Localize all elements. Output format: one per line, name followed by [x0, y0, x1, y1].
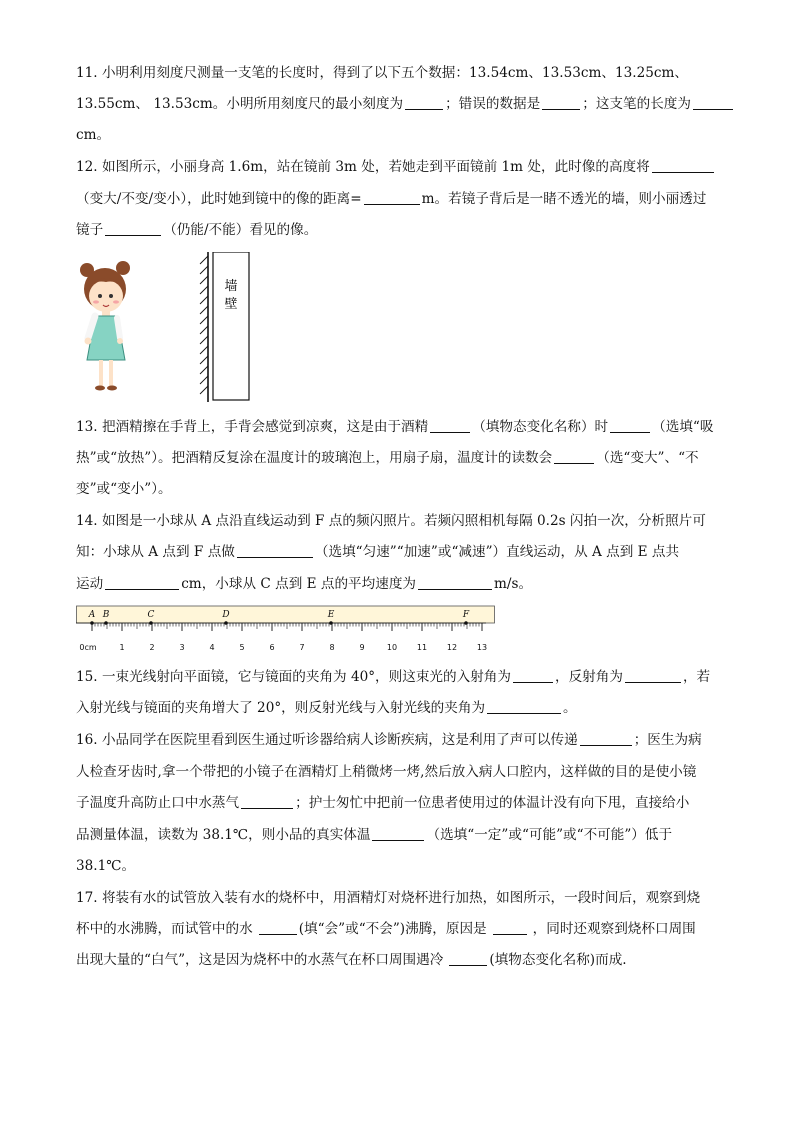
- q16-blank-1[interactable]: [580, 731, 632, 746]
- ruler-label: 2: [149, 643, 155, 652]
- q16-line-2: 人检查牙齿时,拿一个带把的小镜子在酒精灯上稍微烤一烤,然后放入病人口腔内，这样做的目的是使小镜: [76, 764, 697, 780]
- ruler-label: 11: [416, 643, 428, 652]
- q15-line-2: 入射光线与镜面的夹角增大了 20°，则反射光线与入射光线的夹角为 。: [76, 700, 577, 716]
- ruler-label: 10: [386, 643, 398, 652]
- q17-blank-3[interactable]: [449, 951, 487, 966]
- q13-blank-1[interactable]: [430, 418, 470, 433]
- q11-blank-3[interactable]: [693, 95, 733, 110]
- wall: [213, 252, 249, 400]
- q13-line-1: 13. 把酒精擦在手背上，手背会感觉到凉爽，这是由于酒精 （填物态变化名称）时 （选填“吸: [76, 419, 714, 435]
- q12-line-3: 镜子 （仍能/不能）看见的像。: [76, 222, 318, 238]
- q15-blank-2[interactable]: [625, 668, 681, 683]
- q16-line-3: 子温度升高防止口中水蒸气 ；护士匆忙中把前一位患者使用过的体温计没有向下甩，直接给小: [76, 795, 690, 811]
- ruler-label: 6: [269, 643, 275, 652]
- wall-label-2: 壁: [224, 297, 238, 312]
- q13-blank-3[interactable]: [554, 449, 594, 464]
- q16-blank-2[interactable]: [241, 794, 293, 809]
- q14-line-2: 知：小球从 A 点到 F 点做 （选填“匀速”“加速”或“减速”）直线运动，从 A 点到 E 点共: [76, 544, 680, 560]
- strobe-strip: [77, 606, 495, 623]
- q17-blank-2[interactable]: [493, 920, 527, 935]
- q12-line-2: （变大/不变/变小），此时她到镜中的像的距离= m。若镜子背后是一睹不透光的墙，则小丽透过: [76, 191, 707, 207]
- q16-line-5: 38.1℃。: [76, 858, 136, 874]
- q11-line-3: cm。: [76, 127, 111, 143]
- ruler-labels: [79, 643, 487, 652]
- ball-dot-B: [104, 621, 108, 625]
- q14-blank-3[interactable]: [418, 575, 492, 590]
- q17-line-1: 17. 将装有水的试管放入装有水的烧杯中，用酒精灯对烧杯进行加热，如图所示，一段时间后，观察到烧: [76, 890, 701, 906]
- point-label-C: C: [147, 610, 155, 620]
- girl-illustration: [80, 261, 130, 391]
- q11-blank-2[interactable]: [542, 95, 580, 110]
- ball-dot-C: [149, 621, 153, 625]
- q17-line-3: 出现大量的“白气”，这是因为烧杯中的水蒸气在杯口周围遇冷 (填物态变化名称)而成.: [76, 952, 627, 968]
- ruler-label: 9: [359, 643, 365, 652]
- ball-dot-A: [90, 621, 94, 625]
- ruler-label: 7: [299, 643, 305, 652]
- q15-line-1: 15. 一束光线射向平面镜，它与镜面的夹角为 40°，则这束光的入射角为 ，反射角为 ，若: [76, 669, 711, 685]
- ruler-label: 4: [209, 643, 215, 652]
- ball-dot-D: [224, 621, 228, 625]
- point-label-E: E: [327, 610, 335, 620]
- ball-dot-E: [329, 621, 333, 625]
- q11-line-1: 11. 小明利用刻度尺测量一支笔的长度时，得到了以下五个数据：13.54cm、13.53cm、13.25cm、: [76, 65, 689, 81]
- q12-blank-2[interactable]: [364, 190, 420, 205]
- q16-line-4: 品测量体温，读数为 38.1℃，则小品的真实体温 （选填“一定”或“可能”或“不可能”）低于: [76, 827, 673, 843]
- point-label-D: D: [222, 610, 230, 620]
- ruler-label: 0cm: [79, 643, 97, 652]
- q13-line-3: 变”或“变小”）。: [76, 481, 172, 497]
- q12-blank-1[interactable]: [652, 158, 714, 173]
- wall-label-1: 墙: [224, 279, 238, 294]
- q14-line-1: 14. 如图是一小球从 A 点沿直线运动到 F 点的频闪照片。若频闪照相机每隔 0.2s 闪拍一次，分析照片可: [76, 513, 706, 529]
- ball-dot-F: [464, 621, 468, 625]
- q13-blank-2[interactable]: [610, 418, 650, 433]
- ruler-label: 12: [446, 643, 458, 652]
- q12-blank-3[interactable]: [105, 221, 161, 236]
- q15-blank-3[interactable]: [487, 699, 561, 714]
- point-label-F: F: [462, 610, 470, 620]
- ruler-label: 8: [329, 643, 335, 652]
- q14-blank-1[interactable]: [237, 543, 313, 558]
- mirror: [200, 252, 208, 402]
- q17-line-2: 杯中的水沸腾，而试管中的水 (填“会”或“不会”)沸腾，原因是 ，同时还观察到烧杯口周围: [76, 921, 696, 937]
- q17-blank-1[interactable]: [259, 920, 297, 935]
- q15-blank-1[interactable]: [513, 668, 553, 683]
- ruler-figure: [76, 604, 496, 658]
- q14-line-3: 运动 cm，小球从 C 点到 E 点的平均速度为 m/s。: [76, 576, 533, 592]
- ruler-label: 5: [239, 643, 245, 652]
- ruler-label: 13: [476, 643, 488, 652]
- mirror-figure: [76, 252, 266, 402]
- point-label-B: B: [102, 610, 110, 620]
- q16-blank-3[interactable]: [372, 826, 424, 841]
- q16-line-1: 16. 小品同学在医院里看到医生通过听诊器给病人诊断疾病，这是利用了声可以传递 ；医生为病: [76, 732, 702, 748]
- q11-blank-1[interactable]: [405, 95, 443, 110]
- q12-line-1: 12. 如图所示，小丽身高 1.6m，站在镜前 3m 处，若她走到平面镜前 1m 处，此时像的高度将: [76, 158, 716, 176]
- ruler-label: 3: [179, 643, 185, 652]
- point-label-A: A: [88, 610, 96, 620]
- q14-blank-2[interactable]: [105, 575, 179, 590]
- q13-line-2: 热”或“放热”）。把酒精反复涂在温度计的玻璃泡上，用扇子扇，温度计的读数会 （选“变大”、“不: [76, 450, 699, 466]
- q11-line-2: 13.55cm、 13.53cm。小明所用刻度尺的最小刻度为 ；错误的数据是 ；这支笔的长度为: [76, 95, 735, 113]
- ruler-label: 1: [119, 643, 125, 652]
